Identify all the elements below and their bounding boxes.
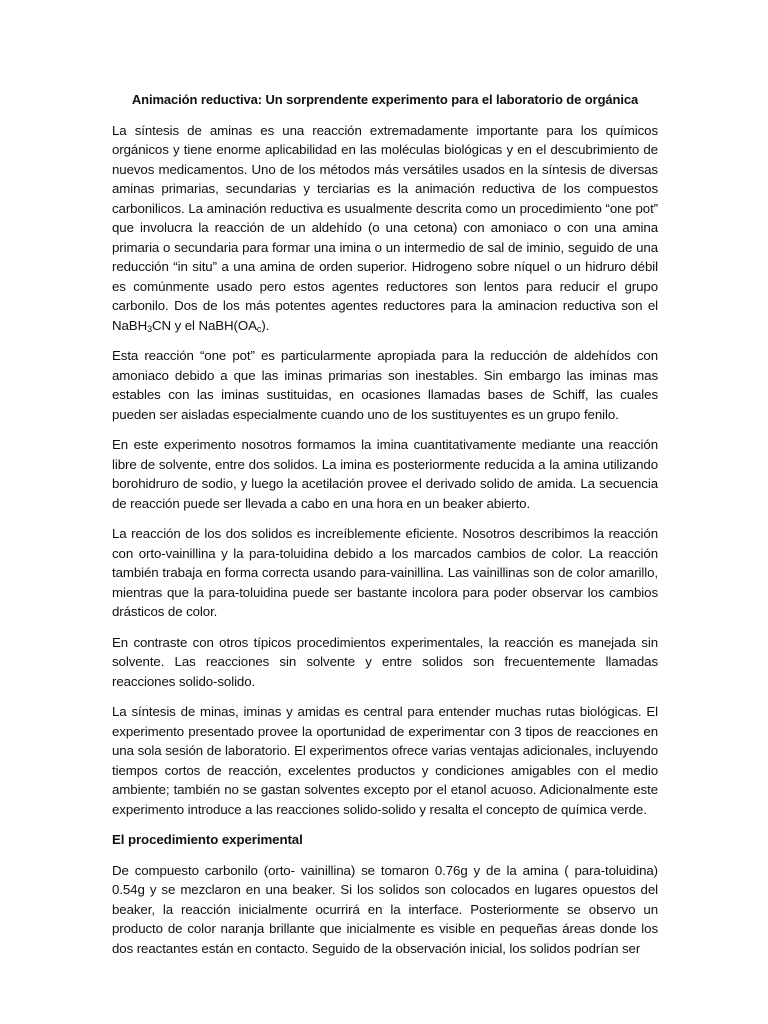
document-title: Animación reductiva: Un sorprendente experimento para el laboratorio de orgánica [131, 92, 639, 107]
paragraph-synthesis: La síntesis de minas, iminas y amidas es central para entender muchas rutas biológicas. El experimento presentado provee la oportunidad de experimentar con 3 tipos de reacciones en una sola sesión de laboratorio. El experimentos ofrece varias ventajas adicionales, incluyendo tiempos cortos de reacción, excelentes productos y condiciones amigables con el medio ambiente; también no se gastan solventes excepto por el etanol acuoso. Adicionalmente este experimento introduce a las reacciones solido-solido y resalta el concepto de química verde. [112, 704, 658, 817]
formula-nabh3cn: NaBH$_3$CN [112, 317, 171, 334]
paragraph-experiment: En este experimento nosotros formamos la imina cuantitativamente mediante una reacción libre de solvente, entre dos solidos. La imina es posteriormente reducida a la amina utilizando borohidruro de sodio, y luego la acetilación provee el derivado solido de amida. La secuencia de reacción puede ser llevada a cabo en una hora en un beaker abierto. [112, 437, 658, 511]
document-page [112, 90, 658, 969]
formula-nabhoac: $NaBH(OA_c)$. [198, 317, 270, 334]
paragraph-solids-reaction: La reacción de los dos solidos es increíblemente eficiente. Nosotros describimos la reacción con orto-vainillina y la para-toluidina debido a los marcados cambios de color. La reacción también trabaja en forma correcta usando para-vainillina. Las vainillinas son de color amarillo, mientras que la para-toluidina puede ser bastante incolora para poder observar los cambios drásticos de color. [112, 526, 658, 619]
paragraph-one-pot: Esta reacción “one pot” es particularmente apropiada para la reducción de aldehídos con amoniaco debido a que las iminas primarias son inestables. Sin embargo las iminas mas estables con las iminas sustituidas, en ocasiones llamadas bases de Schiff, las cuales pueden ser aisladas especialmente cuando uno de los sustituyentes es un grupo fenilo. [112, 348, 658, 422]
paragraph-procedure: De compuesto carbonilo (orto- vainillina) se tomaron 0.76g y de la amina ( para-toluidina) 0.54g y se mezclaron en una beaker. Si los solidos son colocados en lugares opuestos del beaker, la reacción inicialmente ocurrirá en la interface. Posteriormente se observo un producto de color naranja brillante que inicialmente es visible en pequeñas áreas donde los dos reactantes están en contacto. Seguido de la observación inicial, los solidos podrían ser [112, 862, 658, 956]
paragraph-intro-text: La síntesis de aminas es una reacción extremadamente importante para los químicos orgánicos y tiene enorme aplicabilidad en las moléculas biológicas y en el descubrimiento de nuevos medicamentos. Uno de los métodos más versátiles usados en la síntesis de diversas aminas primarias, secundarias y terciarias es la animación reductiva de los compuestos carbonilicos. La aminación reductiva es usualmente descrita como un procedimiento “one pot” que involucra la reacción de un aldehído (o una cetona) con amoniaco o con una amina primaria o secundaria para formar una imina o un intermedio de sal de iminio, seguido de una reducción “in situ” a una amina de orden superior. Hidrogeno sobre níquel o un hidruro débil es comúnmente usado pero estos agentes reductores son lentos para reducir el grupo carbonilo. Dos de los más potentes agentes reductores para la aminacion reductiva son el [112, 122, 658, 313]
section-heading: El procedimiento experimental [112, 832, 303, 847]
paragraph-solvent-free: En contraste con otros típicos procedimientos experimentales, la reacción es manejada sin solvente. Las reacciones sin solvente y entre solidos son frecuentemente llamadas reacciones solido-solido. [112, 634, 658, 689]
connector-text: y el [171, 317, 199, 333]
paragraph-intro [112, 121, 658, 336]
